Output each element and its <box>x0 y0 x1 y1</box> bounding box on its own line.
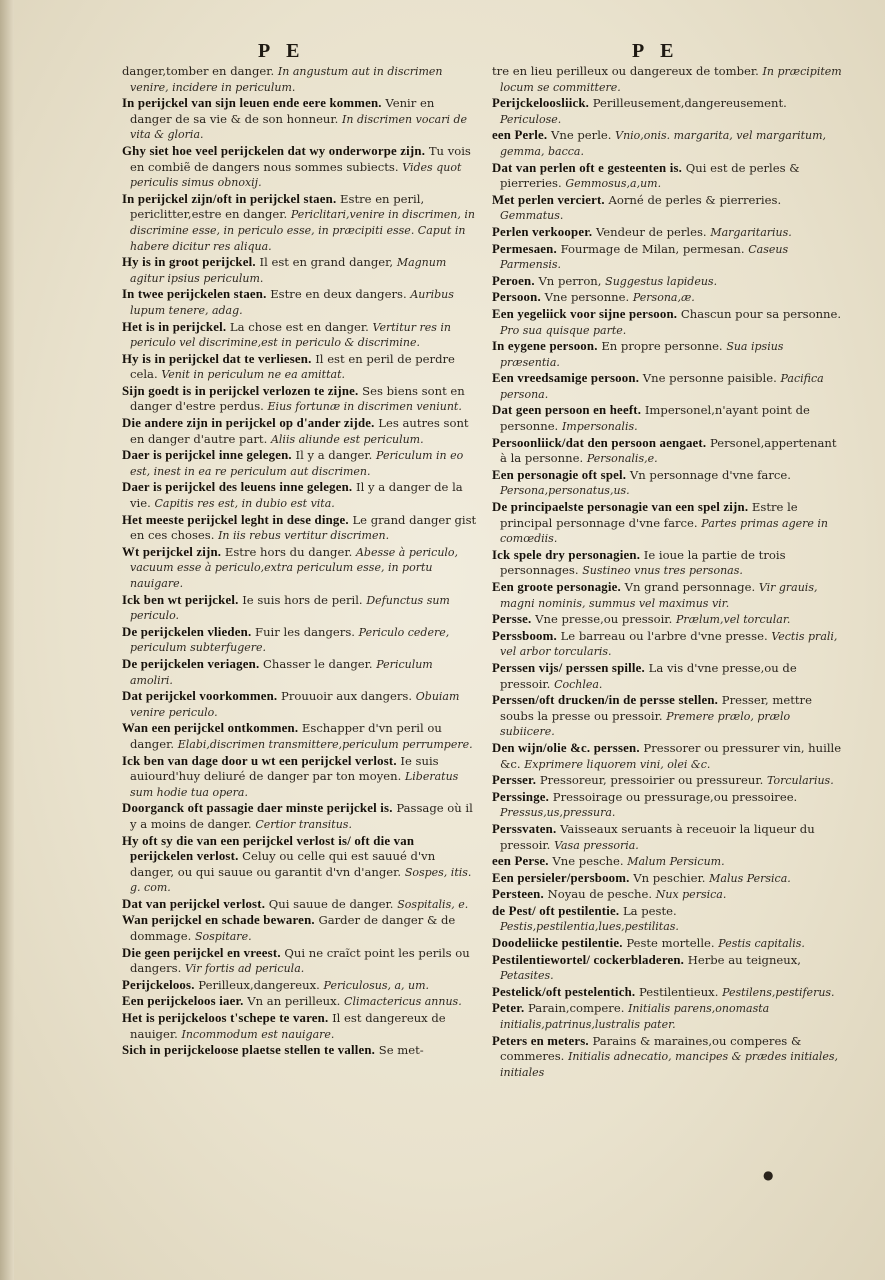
french-gloss: En propre personne. <box>601 339 723 354</box>
french-gloss: Fourmage de Milan, permesan. <box>560 241 745 256</box>
latin-gloss: Pressus,us,pressura. <box>500 806 616 820</box>
french-gloss: Parain,compere. <box>528 1001 625 1016</box>
french-gloss: Ses biens sont en danger d'estre perdus. <box>130 383 465 414</box>
french-gloss: Celuy ou celle qui est sauué d'vn danger, ou qui sauue ou garantit d'vn d'anger. <box>130 849 436 879</box>
latin-gloss: Sospitalis, e. <box>397 897 469 911</box>
french-gloss: La vis d'vne presse,ou de pressoir. <box>500 660 797 691</box>
dictionary-entry <box>492 1034 846 1081</box>
french-gloss: Presser, mettre soubs la presse ou pressoir. <box>500 693 812 723</box>
latin-gloss: Periculosus, a, um. <box>323 978 430 992</box>
french-gloss: Perilleux,dangereux. <box>198 977 320 992</box>
dictionary-entry <box>492 1001 846 1032</box>
french-gloss: Estre le principal personnage d'vne farce. <box>500 500 798 530</box>
latin-gloss: Obuiam venire periculo. <box>130 690 460 719</box>
dictionary-entry <box>492 871 846 887</box>
french-gloss: Vn peschier. <box>633 870 706 885</box>
latin-gloss: Caseus Parmensis. <box>500 242 789 272</box>
dictionary-entry <box>122 96 479 143</box>
latin-gloss: Liberatus sum hodie tua opera. <box>130 770 459 799</box>
headword: In perijckel zijn/oft in perijckel staen. <box>122 191 337 206</box>
french-gloss: Estre en peril, periclitter,estre en danger. <box>130 191 425 222</box>
latin-gloss: Vir fortis ad pericula. <box>184 962 305 976</box>
headword: De perijckelen vlieden. <box>122 624 252 639</box>
latin-gloss: Pestis capitalis. <box>718 937 805 951</box>
french-gloss: Ie suis auiourd'huy deliuré de danger par ton moyen. <box>130 753 439 784</box>
ornament-icon: ● <box>763 1168 774 1182</box>
latin-gloss: In præcipitem locum se committere. <box>500 65 842 94</box>
latin-gloss: Initialis adnecatio, mancipes & prædes initiales, initiales <box>500 1050 839 1079</box>
dictionary-entry <box>122 657 479 688</box>
headword: Peter. <box>492 1001 525 1016</box>
french-gloss: Qui ne craĩct point les perils ou dangers. <box>130 945 470 976</box>
french-gloss: Estre hors du danger. <box>224 544 353 559</box>
latin-gloss: Persona,æ. <box>632 291 695 305</box>
headword: Doodeliicke pestilentie. <box>492 936 623 951</box>
headword: Pestelick/oft pestelentich. <box>492 984 636 999</box>
latin-gloss: Sustineo vnus tres personas. <box>582 564 743 578</box>
french-gloss: Vn grand personnage. <box>624 580 756 594</box>
latin-gloss: Climactericus annus. <box>344 995 462 1009</box>
latin-gloss: Pacifica persona. <box>500 372 824 401</box>
dictionary-entry <box>122 384 479 415</box>
dictionary-entry <box>122 834 479 896</box>
latin-gloss: Gemmatus. <box>500 209 564 223</box>
latin-gloss: Exprimere liquorem vini, olei &c. <box>524 757 711 771</box>
latin-gloss: Malus Persica. <box>709 871 791 885</box>
dictionary-entry <box>122 64 479 95</box>
french-gloss: Vendeur de perles. <box>596 224 707 239</box>
headword: Die andere zijn in perijckel op d'ander zijde. <box>122 416 375 431</box>
dictionary-entry <box>492 790 846 821</box>
french-gloss: Vne pesche. <box>552 854 624 869</box>
latin-gloss: Vir grauis, magni nominis, summus vel maximus vir. <box>500 581 818 610</box>
latin-gloss: Suggestus lapideus. <box>605 274 718 288</box>
left-column <box>122 64 479 1060</box>
dictionary-entry <box>122 320 479 351</box>
headword: Persoon. <box>492 290 541 305</box>
dictionary-entry <box>492 225 846 241</box>
french-gloss: Herbe au teigneux, <box>687 952 801 967</box>
latin-gloss: Sospitare. <box>194 930 252 944</box>
dictionary-entry <box>492 242 846 273</box>
dictionary-entry <box>122 801 479 832</box>
french-gloss: Perilleusement,dangereusement. <box>592 96 787 111</box>
latin-gloss: Vasa pressoria. <box>554 838 639 852</box>
french-gloss: Qui est de perles & pierreries. <box>500 160 800 191</box>
french-gloss: Il y a danger. <box>295 448 373 463</box>
headword: In perijckel van sijn leuen ende eere kommen. <box>122 96 382 111</box>
french-gloss: Pressorer ou pressurer vin, huille &c. <box>500 740 842 771</box>
latin-gloss: Gemmosus,a,um. <box>565 177 662 191</box>
french-gloss: Passage où il y a moins de danger. <box>130 801 473 831</box>
french-gloss: Le grand danger gist en ces choses. <box>130 512 477 543</box>
headword: Het is perijckeloos t'schepe te varen. <box>122 1011 329 1026</box>
headword: Peroen. <box>492 273 535 288</box>
dictionary-entry <box>492 128 846 159</box>
headword: Hy oft sy die van een perijckel verlost is/ oft die van perijckelen verlost. <box>122 833 415 864</box>
headword: Ick spele dry personagien. <box>492 547 641 562</box>
french-gloss: Tu vois en combiẽ de dangers nous sommes subiects. <box>130 143 471 174</box>
latin-gloss: Malum Persicum. <box>627 855 725 869</box>
headword: Peters en meters. <box>492 1033 589 1048</box>
latin-gloss: Sospes, itis. g. com. <box>130 865 472 895</box>
right-column <box>492 64 846 1081</box>
headword: Wan perijckel en schade bewaren. <box>122 913 315 928</box>
dictionary-entry <box>122 255 479 286</box>
dictionary-entry <box>122 593 479 624</box>
dictionary-entry <box>492 193 846 224</box>
header-right: P E <box>632 40 680 62</box>
latin-gloss: Eius fortunæ in discrimen veniunt. <box>267 400 462 414</box>
dictionary-entry <box>492 500 846 547</box>
french-gloss: Se met- <box>378 1043 424 1058</box>
dictionary-entry <box>122 994 479 1010</box>
dictionary-entry <box>492 854 846 870</box>
french-gloss: Chasser le danger. <box>263 656 373 671</box>
dictionary-entry <box>492 548 846 579</box>
french-gloss: Il est dangereux de nauiger. <box>130 1011 446 1041</box>
french-gloss: danger,tomber en danger. <box>122 64 275 78</box>
dictionary-entry <box>122 192 479 254</box>
headword: de Pest/ oft pestilentie. <box>492 903 620 918</box>
dictionary-entry <box>492 403 846 434</box>
french-gloss: Parains & maraines,ou comperes & commeres. <box>500 1033 802 1064</box>
latin-gloss: Periculum in eo est, inest in ea re periculum aut discrimen. <box>130 449 464 478</box>
dictionary-entry <box>492 290 846 306</box>
latin-gloss: Magnum agitur ipsius periculum. <box>130 256 447 285</box>
headword: Hy is in perijckel dat te verliesen. <box>122 351 312 366</box>
latin-gloss: Auribus lupum tenere, adag. <box>130 288 454 317</box>
latin-gloss: Pestis,pestilentia,lues,pestilitas. <box>500 920 679 934</box>
french-gloss: Personel,appertenant à la personne. <box>500 435 837 466</box>
french-gloss: Vne presse,ou pressoir. <box>535 612 673 627</box>
headword: een Perle. <box>492 128 548 143</box>
dictionary-entry <box>122 625 479 656</box>
headword: Ick ben van dage door u wt een perijckel verlost. <box>122 753 397 768</box>
french-gloss: Noyau de pesche. <box>547 887 653 902</box>
latin-gloss: Certior transitus. <box>255 817 352 831</box>
dictionary-entry <box>122 1011 479 1042</box>
french-gloss: Prouuoir aux dangers. <box>281 689 413 704</box>
dictionary-entry <box>122 721 479 752</box>
french-gloss: Il est en peril de perdre cela. <box>130 351 455 382</box>
latin-gloss: Personalis,e. <box>586 452 658 466</box>
headword: Doorganck oft passagie daer minste perijckel is. <box>122 801 393 816</box>
latin-gloss: Incommodum est nauigare. <box>181 1027 335 1041</box>
headword: Persser. <box>492 773 537 788</box>
latin-gloss: In discrimen vocari de vita & gloria. <box>130 112 468 142</box>
headword: Hy is in groot perijckel. <box>122 255 256 270</box>
french-gloss: Venir en danger de sa vie & de son honneur. <box>130 96 435 126</box>
latin-gloss: Pestilens,pestiferus. <box>722 985 835 999</box>
french-gloss: Pressoreur, pressoirier ou pressureur. <box>539 773 764 788</box>
french-gloss: Ie ioue la partie de trois personnages. <box>500 547 786 578</box>
dictionary-entry <box>492 436 846 467</box>
dictionary-entry <box>122 144 479 191</box>
dictionary-entry <box>122 754 479 801</box>
headword: Een yegeliick voor sijne persoon. <box>492 306 678 321</box>
headword: Perssen vijs/ perssen spille. <box>492 660 645 675</box>
latin-gloss: Persona,personatus,us. <box>500 484 630 498</box>
headword: Dat van perlen oft e gesteenten is. <box>492 160 683 175</box>
latin-gloss: Vectis prali, vel arbor torcularis. <box>500 629 838 659</box>
dictionary-entry <box>122 480 479 511</box>
french-gloss: Vne personne. <box>544 290 630 305</box>
latin-gloss: Elabi,discrimen transmittere,periculum perrumpere. <box>177 737 473 751</box>
headword: De principaelste personagie van een spel zijn. <box>492 500 749 515</box>
latin-gloss: Margaritarius. <box>710 225 792 239</box>
dictionary-entry <box>122 1043 479 1059</box>
headword: Pestilentiewortel/ cockerbladeren. <box>492 952 685 967</box>
headword: Perssboom. <box>492 628 557 643</box>
headword: Een persieler/persboom. <box>492 870 630 885</box>
latin-gloss: Initialis parens,onomasta initialis,patrinus,lustralis pater. <box>500 1002 770 1032</box>
headword: Daer is perijckel inne gelegen. <box>122 448 292 463</box>
french-gloss: Vne personne paisible. <box>642 371 777 386</box>
french-gloss: tre en lieu perilleux ou dangereux de tomber. <box>492 64 759 78</box>
latin-gloss: Nux persica. <box>655 888 727 902</box>
headword: Het is in perijckel. <box>122 319 227 334</box>
french-gloss: Les autres sont en danger d'autre part. <box>130 416 469 446</box>
latin-gloss: Vertitur res in periculo vel discrimine,est in periculo & discrimine. <box>130 320 451 350</box>
latin-gloss: Capitis res est, in dubio est vita. <box>154 497 335 511</box>
headword: Dat perijckel voorkommen. <box>122 689 278 704</box>
headword: Den wijn/olie &c. perssen. <box>492 740 640 755</box>
french-gloss: Qui sauue de danger. <box>268 896 394 911</box>
french-gloss: Vne perle. <box>550 128 612 143</box>
headword: Daer is perijckel des leuens inne gelegen. <box>122 480 353 495</box>
headword: Wan een perijckel ontkommen. <box>122 721 299 736</box>
headword: Perssinge. <box>492 789 550 804</box>
latin-gloss: Prælum,vel torcular. <box>675 613 791 627</box>
dictionary-entry <box>492 822 846 853</box>
latin-gloss: Periculose. <box>500 112 562 126</box>
latin-gloss: Pro sua quisque parte. <box>500 323 627 337</box>
french-gloss: Ie suis hors de peril. <box>242 592 363 607</box>
headword: Perlen verkooper. <box>492 224 593 239</box>
french-gloss: Fuir les dangers. <box>255 624 355 639</box>
latin-gloss: Petasites. <box>500 969 554 983</box>
french-gloss: Il y a danger de la vie. <box>130 480 463 511</box>
headword: Dat geen persoon en heeft. <box>492 403 642 418</box>
latin-gloss: Sua ipsius præsentia. <box>500 340 784 369</box>
headword: Perijckeloos. <box>122 977 195 992</box>
headword: Ick ben wt perijckel. <box>122 592 239 607</box>
headword: Sich in perijckeloose plaetse stellen te vallen. <box>122 1043 376 1058</box>
headword: Een personagie oft spel. <box>492 467 627 482</box>
french-gloss: Eschapper d'vn peril ou danger. <box>130 721 442 751</box>
latin-gloss: Vnio,onis. margarita, vel margaritum, gemma, bacca. <box>500 129 827 158</box>
headword: Wt perijckel zijn. <box>122 544 222 559</box>
binding-gutter <box>0 0 14 1280</box>
french-gloss: Vaisseaux seruants à receuoir la liqueur du pressoir. <box>500 821 815 852</box>
header-left: P E <box>258 40 306 62</box>
headword: Sijn goedt is in perijckel verlozen te zijne. <box>122 383 359 398</box>
dictionary-entry <box>492 64 846 95</box>
french-gloss: Estre en deux dangers. <box>270 287 407 302</box>
french-gloss: Vn perron, <box>538 273 602 288</box>
latin-gloss: In iis rebus vertitur discrimen. <box>218 529 390 543</box>
headword: Perssen/oft drucken/in de persse stellen. <box>492 693 719 708</box>
latin-gloss: Periculum amoliri. <box>130 657 433 687</box>
headword: Ghy siet hoe veel perijckelen dat wy onderworpe zijn. <box>122 143 426 158</box>
dictionary-entry <box>122 913 479 944</box>
headword: Permesaen. <box>492 241 557 256</box>
headword: Persoonliick/dat den persoon aengaet. <box>492 435 707 450</box>
dictionary-entry <box>122 689 479 720</box>
headword: Perssvaten. <box>492 821 557 836</box>
dictionary-entry <box>122 448 479 479</box>
dictionary-entry <box>122 545 479 592</box>
dictionary-entry <box>492 580 846 611</box>
dictionary-entry <box>122 897 479 913</box>
dictionary-entry <box>492 661 846 692</box>
latin-gloss: Periclitari,venire in discrimen, in discrimine esse, in periculo esse, in præcipiti esse. Caput in habere dicitur res aliqua. <box>130 208 475 253</box>
latin-gloss: In angustum aut in discrimen venire, incidere in periculum. <box>130 65 443 94</box>
headword: Een groote personagie. <box>492 580 621 594</box>
headword: In twee perijckelen staen. <box>122 287 267 302</box>
latin-gloss: Abesse à periculo, vacuum esse à periculo,extra periculum esse, in portu nauigare. <box>130 545 459 590</box>
french-gloss: Peste mortelle. <box>626 936 715 951</box>
dictionary-entry <box>122 352 479 383</box>
dictionary-entry <box>492 371 846 402</box>
dictionary-entry <box>122 287 479 318</box>
headword: Met perlen verciert. <box>492 192 605 207</box>
french-gloss: La peste. <box>622 903 677 918</box>
french-gloss: Chascun pour sa personne. <box>680 306 842 321</box>
headword: Een perijckeloos iaer. <box>122 994 244 1009</box>
latin-gloss: Aliis aliunde est periculum. <box>270 432 424 446</box>
headword: een Perse. <box>492 854 549 869</box>
latin-gloss: Vides quot periculis simus obnoxij. <box>130 160 462 190</box>
dictionary-entry <box>492 612 846 628</box>
headword: Persteen. <box>492 887 544 902</box>
headword: Het meeste perijckel leght in dese dinge. <box>122 512 349 527</box>
french-gloss: Pestilentieux. <box>638 984 719 999</box>
dictionary-entry <box>492 953 846 984</box>
dictionary-entry <box>492 887 846 903</box>
dictionary-entry <box>492 274 846 290</box>
latin-gloss: Premere prælo, prælo subiicere. <box>500 709 791 739</box>
latin-gloss: Cochlea. <box>554 677 603 691</box>
french-gloss: La chose est en danger. <box>229 319 369 334</box>
latin-gloss: Torcularius. <box>767 774 834 788</box>
dictionary-entry <box>492 468 846 499</box>
latin-gloss: Venit in periculum ne ea amittat. <box>161 368 346 382</box>
french-gloss: Pressoirage ou pressurage,ou pressoiree. <box>552 789 798 804</box>
dictionary-entry <box>492 96 846 127</box>
headword: In eygene persoon. <box>492 339 598 354</box>
french-gloss: Impersonel,n'ayant point de personne. <box>500 403 810 434</box>
french-gloss: Vn an perilleux. <box>247 994 341 1009</box>
dictionary-entry <box>492 161 846 192</box>
french-gloss: Le barreau ou l'arbre d'vne presse. <box>560 628 768 643</box>
latin-gloss: Impersonalis. <box>561 420 638 434</box>
latin-gloss: Defunctus sum periculo. <box>130 593 450 623</box>
french-gloss: Il est en grand danger, <box>259 255 394 270</box>
french-gloss: Vn personnage d'vne farce. <box>629 467 791 482</box>
dictionary-entry <box>122 978 479 994</box>
headword: Persse. <box>492 612 532 627</box>
dictionary-entry <box>492 936 846 952</box>
headword: Perijckeloosliick. <box>492 96 590 111</box>
dictionary-entry <box>492 904 846 935</box>
dictionary-entry <box>122 946 479 977</box>
dictionary-entry <box>492 339 846 370</box>
dictionary-entry <box>492 693 846 740</box>
dictionary-entry <box>492 629 846 660</box>
dictionary-entry <box>492 985 846 1001</box>
dictionary-entry <box>122 513 479 544</box>
latin-gloss: Partes primas agere in comœdiis. <box>500 516 829 546</box>
dictionary-entry <box>122 416 479 447</box>
headword: Dat van perijckel verlost. <box>122 896 266 911</box>
dictionary-entry <box>492 773 846 789</box>
headword: Die geen perijckel en vreest. <box>122 945 281 960</box>
headword: De perijckelen veriagen. <box>122 656 260 671</box>
dictionary-entry <box>492 741 846 772</box>
latin-gloss: Periculo cedere, periculum subterfugere. <box>130 625 450 655</box>
dictionary-entry <box>492 307 846 338</box>
headword: Een vreedsamige persoon. <box>492 371 640 386</box>
french-gloss: Aorné de perles & pierreries. <box>608 192 782 207</box>
french-gloss: Garder de danger & de dommage. <box>130 913 456 944</box>
